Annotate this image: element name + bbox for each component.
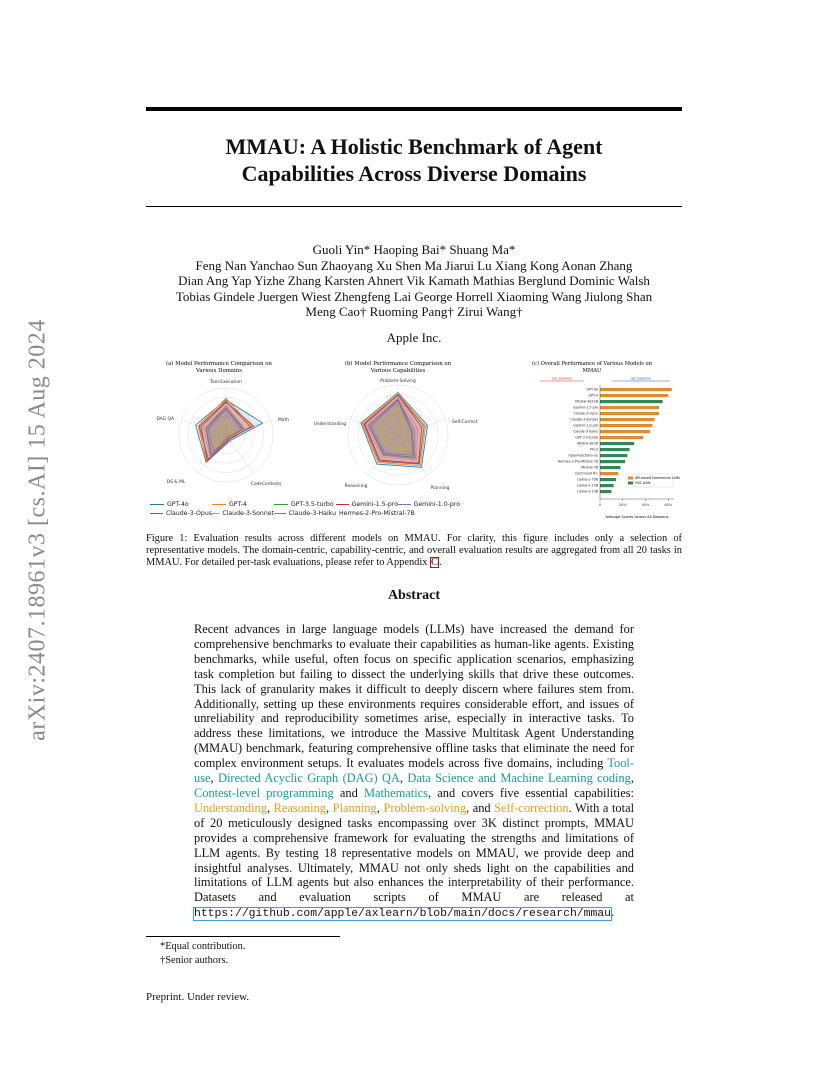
legend-item [212, 501, 274, 508]
appendix-link[interactable]: C [431, 557, 438, 569]
bar-category-label: Claude-3-Sonnet [570, 417, 598, 422]
bar-category-label: Phi-3 [589, 447, 598, 452]
legend-item [150, 501, 212, 508]
legend-item [336, 510, 415, 517]
legend-swatch-api [628, 477, 633, 480]
bar [600, 448, 630, 451]
oss-baseline-label: oss_baseline [551, 376, 573, 381]
author-line: Dian Ang Yap Yizhe Zhang Karsten Ahnert Vik Kamath Mathias Berglund Dominic Walsh [178, 273, 650, 289]
legend-label: Hermes-2-Pro-Mistral-7B [339, 510, 415, 517]
bar [600, 412, 659, 415]
x-tick-label: 40% [641, 503, 650, 507]
bar-category-label: Claude-3-Opus [573, 411, 598, 416]
bar-chart-overall [500, 355, 682, 525]
radar-chart-domains [146, 355, 292, 515]
x-tick-label: 60% [664, 503, 673, 507]
bar-category-label: Mistral-7B [581, 465, 598, 470]
bar-category-label: Claude-3-haiku [573, 429, 598, 434]
bar-category-label: Command R+ [574, 471, 598, 476]
footnote-senior: †Senior authors. [160, 955, 229, 966]
bar [600, 424, 652, 427]
abstract-end: . [610, 905, 615, 920]
title-rule-bottom [146, 206, 682, 207]
radar-series-group [196, 398, 263, 462]
domain-link-dag-qa[interactable]: Directed Acyclic Graph (DAG) QA [218, 771, 400, 786]
legend-item [212, 510, 274, 517]
legend-label-oss: OSS LLMs [635, 481, 651, 486]
legend-line [274, 513, 286, 515]
panel-b-title-1: (b) Model Performance Comparison on [344, 361, 452, 367]
api-baseline-label: api_baseline [631, 376, 651, 381]
legend-line [150, 504, 164, 506]
bar [600, 430, 650, 433]
legend-item [274, 501, 336, 508]
bar [600, 490, 611, 493]
preprint-note: Preprint. Under review. [146, 991, 250, 1003]
bar-category-label: GPT-4o [586, 387, 598, 392]
bar [600, 478, 616, 481]
domain-link-contest[interactable]: Contest-level programming [194, 785, 334, 800]
legend-label: Claude-3-Haiku [288, 510, 336, 517]
bar-category-label: Mixtral-8x7B [577, 441, 598, 446]
legend-line [212, 513, 219, 515]
radar-axis-label: Planning [430, 486, 450, 491]
x-tick-group [599, 499, 673, 507]
bar-legend [626, 474, 680, 487]
repo-url-link[interactable]: https://github.com/apple/axlearn/blob/main/docs/research/mmau [194, 908, 611, 921]
abstract-sep: , [266, 800, 274, 815]
bar [600, 460, 625, 463]
domain-link-ds-ml[interactable]: Data Science and Machine Learning coding [407, 771, 631, 786]
x-tick-label: 0 [598, 503, 602, 507]
bar-category-label: GPT-4 [588, 393, 598, 398]
title-line-1: MMAU: A Holistic Benchmark of Agent [225, 134, 603, 159]
bar-category-label: Hermes-2-Pro-Mistral-7B [557, 459, 598, 464]
capability-link-problem-solving[interactable]: Problem-solving [383, 800, 467, 815]
legend-label: GPT-4o [167, 501, 189, 508]
bar-category-label: Gemini-1.5-pro [573, 405, 598, 410]
legend-line [150, 513, 163, 515]
panel-a-title-1: (a) Model Performance Comparison on [165, 361, 273, 367]
legend-label: Claude-3-Sonnet [222, 510, 274, 517]
bar [600, 454, 627, 457]
x-axis-label: Average Scores across All Domains [605, 515, 669, 519]
abstract-heading: Abstract [387, 588, 441, 603]
title-rule-top [146, 107, 682, 111]
abstract-body [194, 622, 634, 922]
abstract-sep: , [325, 800, 333, 815]
bar [600, 484, 614, 487]
capability-link-self-correction[interactable]: Self-correction [494, 800, 569, 815]
bar [600, 472, 618, 475]
radar-axis-label: DAG QA [156, 417, 174, 422]
bar [600, 436, 643, 439]
radar-legend [150, 500, 510, 518]
legend-item [274, 510, 336, 517]
legend-line [336, 504, 349, 506]
bar-category-label: OpenFunctions-v2 [568, 453, 598, 458]
bar-category-label: Mistral-8x22B [575, 399, 598, 404]
legend-label: Gemini-1.5-pro [351, 501, 398, 508]
bar-category-label: Llama-2-13B [577, 489, 598, 494]
abstract-sep: , and covers five essential capabilities: [427, 785, 634, 800]
panel-a-title-2: Various Domains [196, 368, 242, 374]
legend-swatch-oss [628, 482, 633, 485]
capability-link-planning[interactable]: Planning [332, 800, 377, 815]
legend-label: Claude-3-Opus [165, 510, 212, 517]
abstract-sep: , and [466, 800, 495, 815]
affiliation: Apple Inc. [386, 330, 442, 345]
capability-link-understanding[interactable]: Understanding [194, 800, 267, 815]
radar-axis-label: Tool-Execution [210, 380, 242, 385]
abstract-text: Recent advances in large language models (LLMs) have increased the demand for comprehensive benchmarks to evaluate their capabilities as human-like agents. Existing benchmarks, while useful, often focus on specific application scenarios, emphasizing task completion but failing to dissect the underlying skills that drive these outcomes. This lack of granularity makes it difficult to deeply discern where failures stem from. Additionally, setting up these environments requires considerable effort, and issues of unreliability and reproducibility sometimes arise, especially in interactive tasks. To address these limitations, we introduce the Massive Multitask Agent Understanding (MMAU) benchmark, featuring comprehensive offline tasks that eliminate the need for complex environment setups. It evaluates models across five domains, including [194, 622, 634, 771]
bar-category-label: Gemini-1.0-pro [573, 423, 598, 428]
footnote-rule [146, 936, 340, 937]
radar-axis-label: Problem-Solving [380, 379, 416, 384]
bar [600, 394, 668, 397]
author-line: Tobias Gindele Juergen Wiest Zhengfeng Lai George Horrell Xiaoming Wang Jiulong Shan [175, 288, 653, 304]
radar-axis-label: DS & ML [166, 480, 186, 485]
author-line: Guoli Yin* Haoping Bai* Shuang Ma* [312, 242, 516, 257]
title-line-2: Capabilities Across Diverse Domains [241, 161, 587, 186]
legend-row [150, 500, 510, 509]
caption-end: . [438, 557, 442, 569]
abstract-sep: , [630, 771, 634, 786]
bar-category-label: GPT-3.5-turbo [575, 435, 598, 440]
panel-b-title-2: Various Capabilities [370, 368, 426, 374]
domain-link-math[interactable]: Mathematics [363, 785, 428, 800]
author-line: Feng Nan Yanchao Sun Zhaoyang Xu Shen Ma Jiarui Lu Xiang Kong Aonan Zhang [195, 257, 633, 273]
bar [600, 442, 634, 445]
abstract-sep: , [376, 800, 384, 815]
bar-category-label: Llama-2-70B [577, 477, 598, 482]
bar-category-label: Llama-2-13B [577, 483, 598, 488]
arxiv-identifier: arXiv:2407.18961v3 [cs.AI] 15 Aug 2024 [24, 319, 51, 741]
footnote-equal: *Equal contribution. [160, 941, 246, 952]
legend-line [212, 504, 226, 506]
legend-label-api: API-based Commercial LLMs [635, 476, 680, 481]
legend-item [150, 510, 212, 517]
bar [600, 406, 659, 409]
bar [600, 418, 655, 421]
panel-c-title-1: (c) Overall Performance of Various Models on [532, 361, 652, 367]
legend-item [336, 501, 398, 508]
paper-title [146, 133, 682, 187]
abstract-text: . With a total of 20 meticulously designed tasks encompassing over 3K distinct prompts, MMAU provides a comprehensive framework for evaluating the strengths and limitations of LLM agents. By testing 18 representative models on MMAU, we provide deep and insightful analyses. Ultimately, MMAU not only sheds light on the capabilities and limitations of LLM agents but also enhances the interpretability of their performance. Datasets and evaluation scripts of MMAU are released at [194, 800, 635, 905]
radar-chart-capabilities [300, 355, 496, 515]
legend-label: Gemini-1.0-pro [413, 501, 460, 508]
domain-link-tool-use[interactable]: Tool-use [194, 756, 634, 786]
caption-text: Evaluation results across different models on MMAU. For clarity, this figure includes only a selection of representative models. The domain-centric, capability-centric, and overall evaluation results are aggregated from all 20 tasks in MMAU. For detailed per-task evaluations, please refer to Appendix [146, 533, 682, 569]
radar-axis-label: CodeContests [250, 482, 282, 487]
legend-line [398, 504, 411, 506]
bar [600, 400, 663, 403]
figure-caption [146, 533, 682, 570]
radar-axis-label: Self-Correct [452, 420, 478, 425]
radar-series-group [361, 393, 428, 468]
radar-axis-label: Math [278, 418, 289, 423]
legend-row [150, 509, 510, 518]
panel-c-title-2: MMAU [582, 368, 602, 374]
bar [600, 466, 620, 469]
author-list [130, 242, 698, 320]
author-line: Meng Cao† Ruoming Pang† Zirui Wang† [305, 304, 523, 320]
legend-label: GPT-3.5-turbo [291, 501, 334, 508]
abstract-sep: , [210, 771, 218, 786]
x-tick-label: 20% [618, 503, 627, 507]
capability-link-reasoning[interactable]: Reasoning [273, 800, 326, 815]
footnotes [160, 940, 245, 968]
legend-line [274, 504, 288, 506]
abstract-sep: , [399, 771, 408, 786]
legend-label: GPT-4 [229, 501, 247, 508]
legend-item [398, 501, 460, 508]
radar-axis-label: Understanding [313, 422, 346, 427]
abstract-sep: and [333, 785, 364, 800]
bar [600, 388, 672, 391]
radar-axis-label: Reasoning [344, 484, 368, 489]
caption-label: Figure 1: [146, 533, 188, 544]
